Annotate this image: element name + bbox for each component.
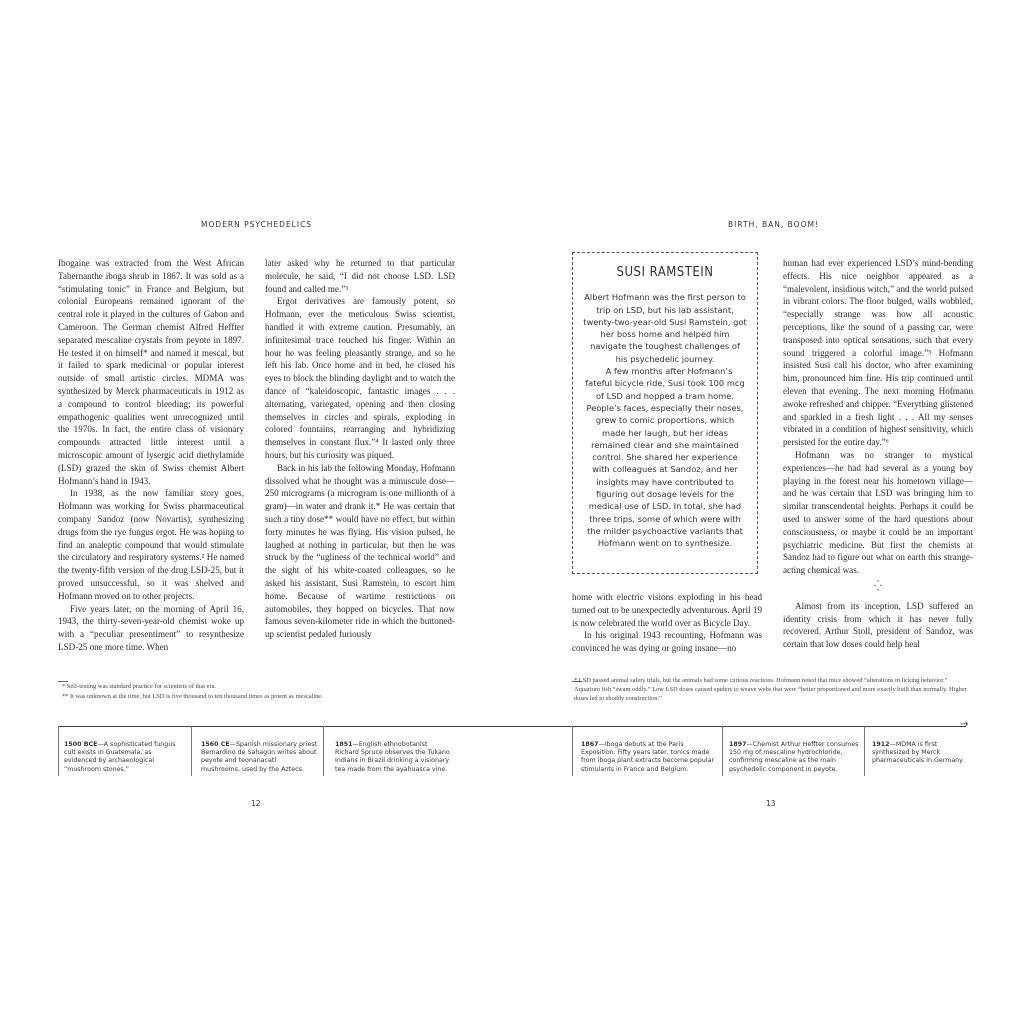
timeline-year: 1500 BCE (64, 741, 98, 748)
sidebar-title: SUSI RAMSTEIN (616, 265, 714, 280)
paragraph: home with electric visions exploding in his head turned out to be unexpectedly adventurous. April 19 is now celebrated the world over as Bicycle Day. (572, 592, 762, 628)
running-head-left: MODERN PSYCHEDELICS (201, 220, 313, 229)
paragraph: Back in his lab the following Monday, Hofmann dissolved what he thought was a minuscule dose—250 micrograms (a microgram is one millionth of a gram)—in water and drank it.* He was certain that such a tiny dose** would have no effect, but within forty minutes he was flying. His vision pulsed, he laughed at nothing in particular, but then he was struck by the “ugliness of the technical world” and the sight of his white-coated colleagues, so he asked his assistant, Susi Ramstein, to escort him home. Because of wartime restrictions on automobiles, they hopped on bicycles. That now famous seven-kilometer ride in which the buttoned-up scientist pedaled furiously (265, 462, 455, 640)
sidebar-paragraph: Albert Hofmann was the first person to trip on LSD, but his lab assistant, twenty-two-year-old Susi Ramstein, got her boss home and helped him navigate the toughest challenges of his psychedelic journey. (583, 292, 747, 364)
timeline-year: 1912 (872, 741, 890, 748)
timeline-year: 1851 (335, 741, 353, 748)
body-column-1 (58, 257, 244, 654)
timeline-entry (729, 741, 859, 774)
timeline-tick (864, 726, 865, 776)
paragraph: human had ever experienced LSD’s mind-bending effects. His nice neighbor appeared as a “malevolent, insidious witch,” and the world pulsed in vibrant colors. The floor bulged, walls wobbled, “especially strange was how all acoustic perceptions, like the sound of a passing car, were transposed into optical sensations, such that every sound triggered a colorful image.”⁵ Hofmann insisted Susi call his doctor, who after examining him, pronounced him fine. His trip continued until eleven that evening. The next morning Hofmann awoke refreshed and chipper. “Everything glistened and sparkled in a fresh light . . . All my senses vibrated in a condition of highest sensitivity, which persisted for the entire day.”⁶ (783, 258, 973, 448)
body-column-4 (783, 257, 973, 651)
timeline-tick (191, 726, 192, 776)
timeline-axis (58, 726, 966, 727)
footnote-rule-left (58, 681, 68, 682)
paragraph: In 1938, as the now familiar story goes, Hofmann was working for Swiss pharmaceutical company Sandoz (now Novartis), synthesizing drugs from the rye fungus ergot. He was hoping to find an analeptic compound that would stimulate the circulatory and respiratory systems.² He named the twenty-fifth version of the drug LSD-25, but it proved unsuccessful, so it was shelved and Hofmann moved on to other projects. (58, 488, 244, 601)
timeline-entry (872, 741, 974, 766)
timeline-tick (572, 726, 573, 776)
body-column-3 (572, 591, 762, 655)
timeline-text: —Iboga debuts at the Paris Exposition. Fifty years later, tonics made from iboga plant extracts become popular stimulants in France and Belgium. (581, 741, 715, 773)
timeline-entry (335, 741, 451, 774)
footnote: ** It was unknown at the time, but LSD is five thousand to ten thousand times as potent as mescaline. (62, 692, 323, 700)
timeline-text: —English ethnobotanist Richard Spruce observes the Tukano Indians in Brazil drinking a visionary tea made from the ayahuasca vine. (335, 741, 450, 773)
section-ornament: ⁛ (874, 580, 882, 592)
paragraph: Almost from its inception, LSD suffered an identity crisis from which it has never fully recovered. Arthur Stoll, president of Sandoz, was certain that low doses could help heal (783, 600, 973, 650)
running-head-right: BIRTH, BAN, BOOM! (728, 220, 819, 229)
paragraph: Five years later, on the morning of April 16, 1943, the thirty-seven-year-old chemist woke up with a “peculiar presentiment” to resynthesize LSD-25 one more time. When (58, 603, 244, 652)
timeline-year: 1867 (581, 741, 599, 748)
timeline-entry (581, 741, 715, 774)
timeline-entry (201, 741, 317, 774)
sidebar-paragraph: A few months after Hofmann’s fateful bicycle ride, Susi took 100 mcg of LSD and hopped a tram home. People’s faces, especially their noses, grew to comic proportions, which made her laugh, but her ideas remained clear and she maintained control. She shared her experience with colleagues at Sandoz, and her insights may have contributed to figuring out dosage levels for the medical use of LSD. In total, she had three trips, some of which were with the milder psychoactive variants that Hofmann went on to synthesize. (585, 366, 745, 549)
timeline-text: —Chemist Arthur Heffter consumes 150 mg of mescaline hydrochloride, confirming mescaline as the main psychedelic component in peyote. (729, 741, 859, 773)
paragraph: later asked why he returned to that particular molecule, he said, “I did not choose LSD. LSD found and called me.”³ (265, 258, 455, 294)
timeline-tick (323, 726, 324, 776)
timeline-text: —Spanish missionary priest Bernardino de Sahagún writes about peyote and teonanacatl mushrooms, used by the Aztecs. (201, 741, 317, 773)
timeline-tick (58, 726, 59, 776)
page-number-left: 12 (251, 799, 261, 808)
body-column-2 (265, 257, 455, 641)
sidebar-susi-ramstein (572, 252, 758, 574)
footnotes-right (574, 677, 974, 704)
paragraph: Hofmann was no stranger to mystical experiences—he had had several as a young boy playing in the forest near his hometown village—and he was certain that LSD was bringing him to similar transcendental heights. Perhaps it could be used to answer some of the hard questions about consciousness, or maybe it could be an important psychiatric medicine. But first the chemists at Sandoz had to figure out what on earth this strange-acting chemical was. (783, 449, 973, 576)
timeline-year: 1897 (729, 741, 747, 748)
timeline-text: —A sophisticated fungus cult exists in Guatemala, as evidenced by archaeological “mushroom stones.” (64, 741, 176, 773)
timeline-arrow-icon: → (960, 719, 969, 730)
timeline-text: —MDMA is first synthesized by Merck pharmaceuticals in Germany. (872, 741, 965, 765)
paragraph: Ergot derivatives are famously potent, so Hofmann, ever the meticulous Swiss scientist, handled it with extreme caution. Presumably, an infinitesimal trace touched his finger. Within an hour he was feeling pleasantly strange, and so he left his lab. Once home and in bed, he closed his eyes to block the blinding daylight and to watch the dance of “kaleidoscopic, fantastic images . . . alternating, variegated, opening and then closing themselves in circles and spirals, exploding in colored fountains, rearranging and hybridizing themselves in constant flux.”⁴ It lasted only three hours, but his curiosity was piqued. (265, 296, 455, 460)
footnotes-left (62, 683, 457, 703)
timeline-year: 1560 CE (201, 741, 230, 748)
paragraph: In his original 1943 recounting, Hofmann was convinced he was dying or going insane—no (572, 630, 762, 654)
page-number-right: 13 (766, 799, 776, 808)
timeline-tick (722, 726, 723, 776)
timeline-entry (64, 741, 186, 774)
paragraph: Ibogaine was extracted from the West African Tabernanthe iboga shrub in 1867. It was sold as a “stimulating tonic” in France and Belgium, but colonial Europeans remained ignorant of the central role it played in the cultures of Gabon and Cameroon. The German chemist Alfred Heffter separated mescaline crystals from peyote in 1897. He tested it on himself* and named it mescal, but it failed to spark medicinal or popular interest outside of small artistic circles. MDMA was synthesized by Merck pharmaceuticals in 1912 as a compound to control bleeding; its powerful empathogenic qualities went unrecognized until the 1970s. In fact, the entire class of visionary compounds attracted little interest until a microscopic amount of lysergic acid diethylamide (LSD) grazed the skin of Swiss chemist Albert Hofmann’s hand in 1943. (58, 258, 244, 486)
footnote: * LSD passed animal safety trials, but the animals had some curious reactions. Hofmann noted that mice showed “alterations in licking behavior.” Aquarium fish “swam oddly.” Low LSD doses caused spiders to weave webs that were “better proportioned and more exactly built than normally. Higher doses led to shoddy construction.” (574, 677, 967, 702)
footnote: * Self-testing was standard practice for scientists of that era. (62, 683, 217, 690)
